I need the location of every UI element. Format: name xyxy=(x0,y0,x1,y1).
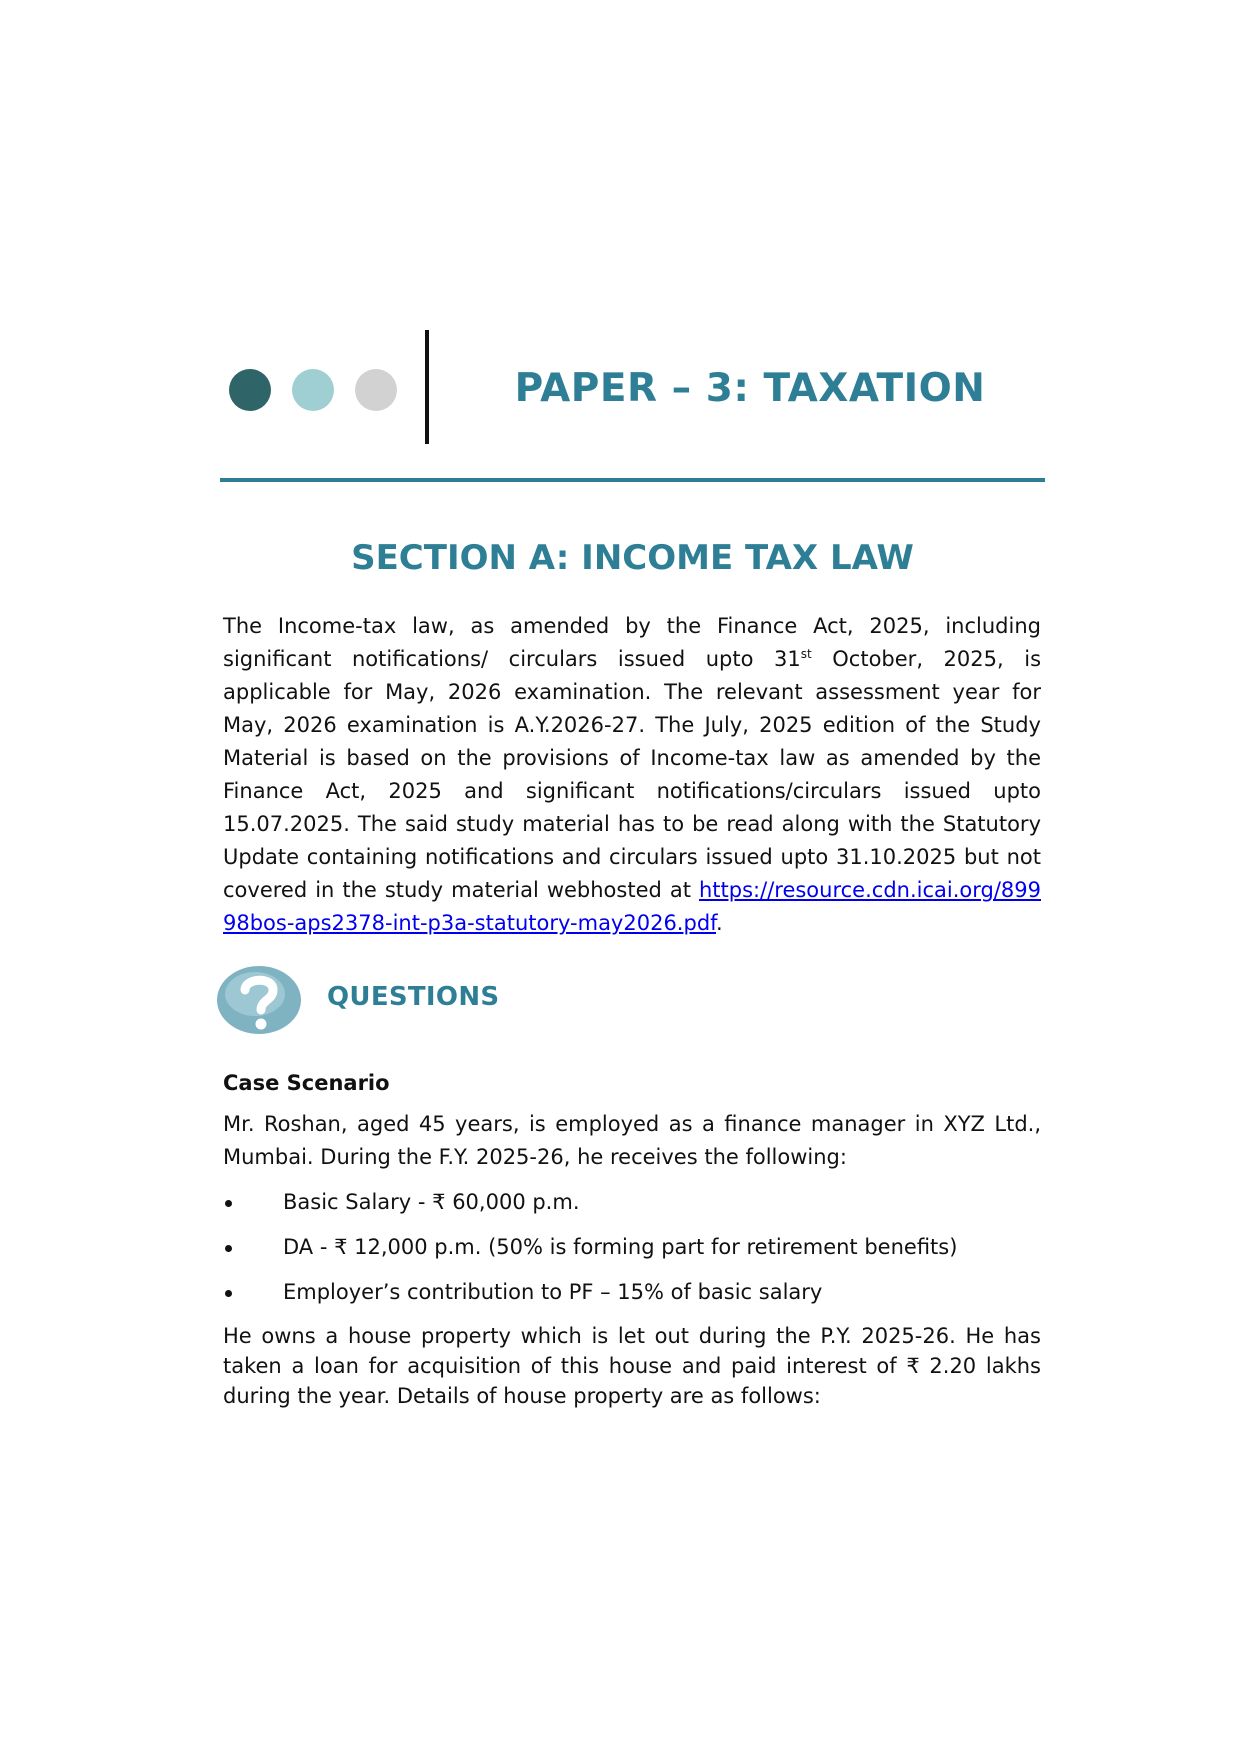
intro-text-part2: October, 2025, is applicable for May, 2026 examination. The relevant assessment year for May, 2026 examination is A.Y.2026-27. The July, 2025 edition of the Study Material is based on the provisions of Income-tax law as amended by the Finance Act, 2025 and significant notifications/circulars issued upto 15.07.2025. The said study material has to be read along with the Statutory Update containing notifications and circulars issued upto 31.10.2025 but not covered in the study material webhosted at xyxy=(223,647,1042,902)
list-item-text: Basic Salary - ₹ 60,000 p.m. xyxy=(283,1190,580,1214)
decorative-dot-grey xyxy=(355,369,397,411)
list-item xyxy=(223,1276,1041,1309)
section-title: SECTION A: INCOME TAX LAW xyxy=(351,538,914,578)
bullet-icon xyxy=(225,1200,232,1207)
bullet-icon xyxy=(225,1245,232,1252)
questions-label: QUESTIONS xyxy=(327,982,500,1012)
statutory-update-link[interactable]: https://resource.cdn.icai.org/89998bos-aps2378-int-p3a-statutory-may2026.pdf xyxy=(223,878,1041,935)
decorative-dot-dark xyxy=(229,369,271,411)
case-intro: Mr. Roshan, aged 45 years, is employed as a finance manager in XYZ Ltd., Mumbai. During the F.Y. 2025-26, he receives the following: xyxy=(223,1112,1041,1169)
decorative-dot-light xyxy=(292,369,334,411)
page-header xyxy=(0,0,1241,578)
list-item-text: DA - ₹ 12,000 p.m. (50% is forming part for retirement benefits) xyxy=(283,1235,958,1259)
intro-text-part1: The Income-tax law, as amended by the Finance Act, 2025, including significant notifications/ circulars issued upto 31 xyxy=(223,614,1041,671)
salary-components-list xyxy=(223,1186,1041,1309)
intro-superscript: st xyxy=(800,647,812,661)
intro-text-end: . xyxy=(716,911,723,935)
header-divider xyxy=(425,330,429,444)
page-content xyxy=(223,610,1041,1411)
questions-heading xyxy=(223,964,1041,1048)
header-rule xyxy=(220,478,1045,482)
list-item-text: Employer’s contribution to PF – 15% of basic salary xyxy=(283,1280,823,1304)
intro-paragraph xyxy=(223,610,1041,940)
question-mark-icon xyxy=(215,964,303,1036)
bullet-icon xyxy=(225,1290,232,1297)
case-scenario-heading: Case Scenario xyxy=(223,1071,390,1095)
house-property-paragraph: He owns a house property which is let out during the P.Y. 2025-26. He has taken a loan for acquisition of this house and paid interest of ₹ 2.20 lakhs during the year. Details of house property are as follows: xyxy=(223,1324,1041,1408)
list-item xyxy=(223,1186,1041,1219)
paper-title: PAPER – 3: TAXATION xyxy=(514,366,986,411)
list-item xyxy=(223,1231,1041,1264)
